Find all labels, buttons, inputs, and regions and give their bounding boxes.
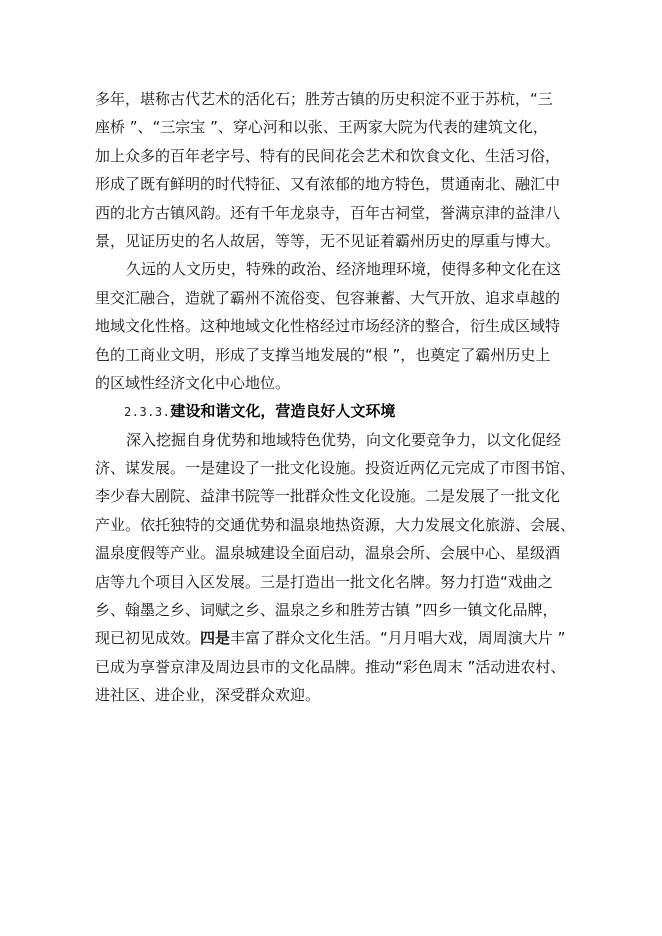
text-line: 多年，堪称古代艺术的活化石；胜芳古镇的历史积淀不亚于苏杭，“三 xyxy=(95,90,553,108)
text-segment: 现已初见成效。 xyxy=(95,629,201,648)
text-line: 李少春大剧院、益津书院等一批群众性文化设施。二是发展了一批文化 xyxy=(95,487,561,506)
text-line: 深入挖掘自身优势和地域特色优势，向文化要竞争力，以文化促经 xyxy=(126,430,562,449)
text-line: 地域文化性格。这种地域文化性格经过市场经济的整合，衍生成区域特 xyxy=(95,317,561,336)
text-line: 景，见证历史的名人故居，等等，无不见证着霸州历史的厚重与博大。 xyxy=(95,231,561,250)
text-line: 里交汇融合，造就了霸州不流俗变、包容兼蓄、大气开放、追求卓越的 xyxy=(95,288,561,307)
text-line: 温泉度假等产业。温泉城建设全面启动，温泉会所、会展中心、星级酒 xyxy=(95,544,561,563)
text-line: 形成了既有鲜明的时代特征、又有浓郁的地方特色，贯通南北、融汇中 xyxy=(95,175,561,194)
text-line: 乡、翰墨之乡、词赋之乡、温泉之乡和胜芳古镇 ”四乡一镇文化品牌， xyxy=(95,601,558,620)
text-line: 加上众多的百年老字号、特有的民间花会艺术和饮食文化、生活习俗， xyxy=(95,146,561,165)
text-line: 久远的人文历史，特殊的政治、经济地理环境，使得多种文化在这 xyxy=(126,260,562,279)
bold-marker: 四是 xyxy=(200,629,231,648)
section-heading xyxy=(95,397,585,425)
text-line: 西的北方古镇风韵。还有千年龙泉寺，百年古祠堂，誉满京津的益津八 xyxy=(95,203,561,222)
text-line: 产业。依托独特的交通优势和温泉地热资源，大力发展文化旅游、会展、 xyxy=(95,515,576,534)
text-line: 进社区、进企业，深受群众欢迎。 xyxy=(95,686,321,705)
paragraph-cultural-heritage xyxy=(95,85,585,255)
text-segment: 丰富了群众文化生活。“月月唱大戏，周周演大片 ” xyxy=(230,629,566,648)
text-line: 已成为享誉京津及周边县市的文化品牌。推动“彩色周末 ”活动进农村、 xyxy=(95,657,566,676)
section-title: 建设和谐文化，营造良好人文环境 xyxy=(170,402,396,421)
text-line xyxy=(95,624,585,652)
text-line: 店等九个项目入区发展。三是打造出一批文化名牌。努力打造“戏曲之 xyxy=(95,572,553,591)
paragraph-harmonious-culture xyxy=(95,426,585,710)
paragraph-regional-character xyxy=(95,255,585,397)
document-body xyxy=(95,85,585,710)
text-line: 色的工商业文明，形成了支撑当地发展的“根 ”，也奠定了霸州历史上 xyxy=(95,345,551,364)
text-line: 座桥 ”、“三宗宝 ”、穿心河和以张、王两家大院为代表的建筑文化， xyxy=(95,118,548,137)
text-line: 济、谋发展。一是建设了一批文化设施。投资近两亿元完成了市图书馆、 xyxy=(95,459,576,478)
text-line: 的区域性经济文化中心地位。 xyxy=(95,373,291,392)
section-number: 2.3.3. xyxy=(124,405,171,420)
